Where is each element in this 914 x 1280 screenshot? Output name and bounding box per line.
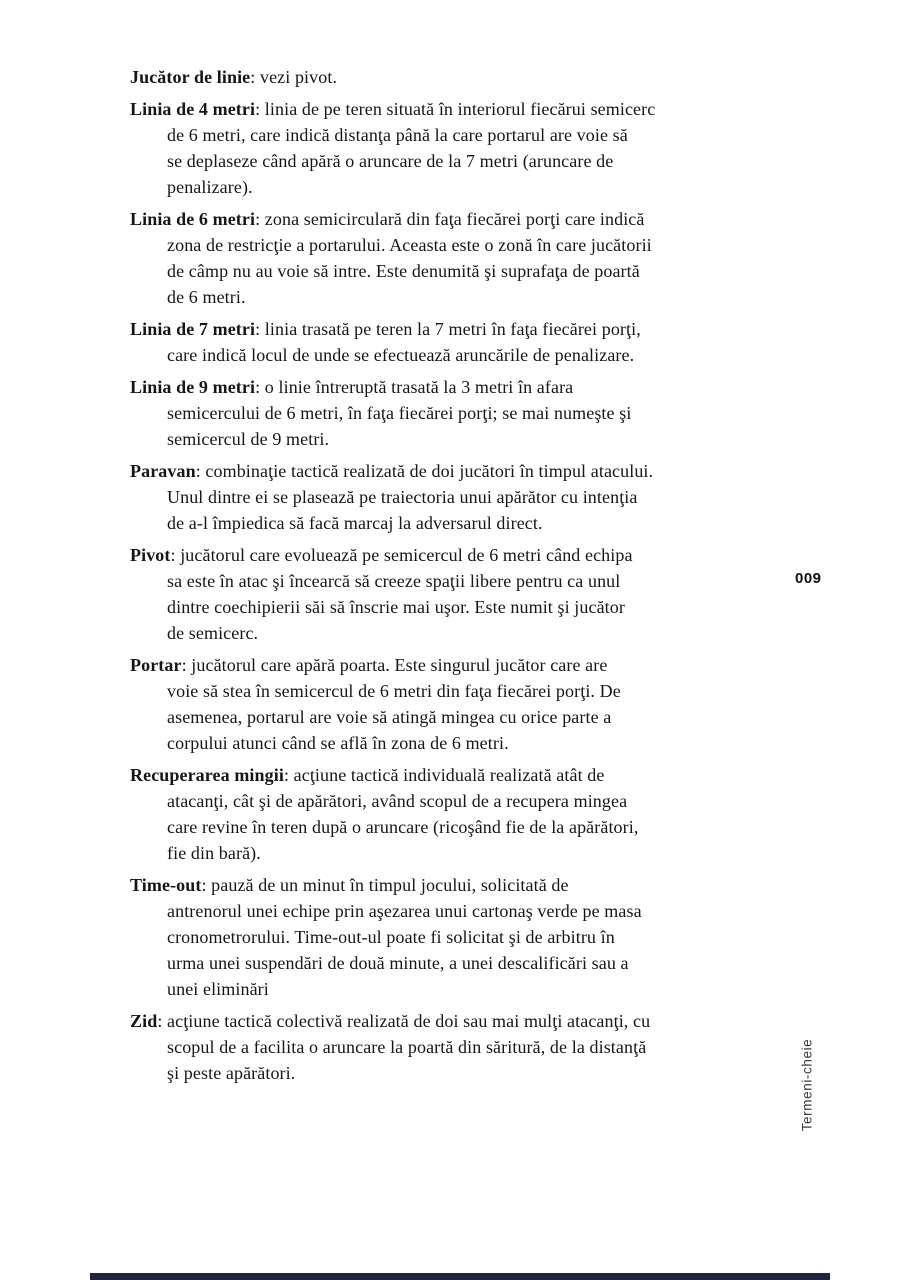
glossary-definition: : acţiune tactică colectivă realizată de doi sau mai mulţi atacanţi, cu scopul de a facilita o aruncare la poartă din săritură, de la distanţă şi peste apărători. bbox=[157, 1011, 651, 1083]
glossary-definition: : pauză de un minut în timpul jocului, solicitată de antrenorul unei echipe prin aşezarea unui cartonaş verde pe masa cronometrorului. Time-out-ul poate fi solicitat şi de arbitru în urma unei suspendări de două minute, a unei descalificări sau a unei eliminări bbox=[167, 875, 642, 999]
glossary-term: Paravan bbox=[130, 461, 196, 481]
glossary-definition: : vezi pivot. bbox=[250, 67, 338, 87]
glossary-definition: : linia trasată pe teren la 7 metri în faţa fiecărei porţi, care indică locul de unde se efectuează aruncările de penalizare. bbox=[167, 319, 641, 365]
glossary-definition: : combinaţie tactică realizată de doi jucători în timpul atacului. Unul dintre ei se plasează pe traiectoria unui apărător cu intenţia de a-l împiedica să facă marcaj la adversarul direct. bbox=[167, 461, 654, 533]
glossary-entry bbox=[130, 872, 758, 1002]
glossary-definition: : acţiune tactică individuală realizată atât de atacanţi, cât şi de apărători, având scopul de a recupera mingea care revine în teren după o aruncare (ricoşând fie de la apărători, fie din bară). bbox=[167, 765, 639, 863]
section-side-label: Termeni-cheie bbox=[799, 1038, 815, 1132]
glossary-definition: : o linie întreruptă trasată la 3 metri în afara semicercului de 6 metri, în faţa fiecărei porţi; se mai numeşte şi semicercul de 9 metri. bbox=[167, 377, 632, 449]
glossary-entry bbox=[130, 542, 758, 646]
glossary-term: Jucător de linie bbox=[130, 67, 251, 87]
glossary-term: Linia de 6 metri bbox=[130, 209, 256, 229]
page-number: 009 bbox=[795, 570, 822, 587]
footer-rule bbox=[90, 1273, 830, 1280]
glossary-entry bbox=[130, 458, 758, 536]
glossary-term: Linia de 9 metri bbox=[130, 377, 256, 397]
glossary-term: Portar bbox=[130, 655, 182, 675]
glossary-term: Linia de 7 metri bbox=[130, 319, 256, 339]
glossary-definition: : linia de pe teren situată în interiorul fiecărui semicerc de 6 metri, care indică distanţa până la care portarul are voie să se deplaseze când apără o aruncare de la 7 metri (aruncare de penalizare). bbox=[167, 99, 656, 197]
glossary-entry bbox=[130, 762, 758, 866]
glossary-entry bbox=[130, 206, 758, 310]
glossary-entry bbox=[130, 64, 758, 90]
glossary-definition: : zona semicirculară din faţa fiecărei porţi care indică zona de restricţie a portarului. Aceasta este o zonă în care jucătorii de câmp nu au voie să intre. Este denumită şi suprafaţa de poartă de 6 metri. bbox=[167, 209, 652, 307]
glossary-definition: : jucătorul care apără poarta. Este singurul jucător care are voie să stea în semicercul de 6 metri din faţa fiecărei porţi. De asemenea, portarul are voie să atingă mingea cu orice parte a corpului atunci când se află în zona de 6 metri. bbox=[167, 655, 621, 753]
glossary-term: Zid bbox=[130, 1011, 158, 1031]
glossary-term: Recuperarea mingii bbox=[130, 765, 284, 785]
glossary-term: Pivot bbox=[130, 545, 171, 565]
glossary-definition: : jucătorul care evoluează pe semicercul de 6 metri când echipa sa este în atac şi încearcă să creeze spaţii libere pentru ca unul dintre coechipierii săi să înscrie mai uşor. Este numit şi jucător de semicerc. bbox=[167, 545, 633, 643]
glossary-term: Linia de 4 metri bbox=[130, 99, 256, 119]
glossary-entry bbox=[130, 1008, 758, 1086]
glossary-entry bbox=[130, 374, 758, 452]
glossary-entry bbox=[130, 96, 758, 200]
glossary-list bbox=[130, 64, 758, 1092]
glossary-entry bbox=[130, 652, 758, 756]
glossary-term: Time-out bbox=[130, 875, 202, 895]
glossary-entry bbox=[130, 316, 758, 368]
